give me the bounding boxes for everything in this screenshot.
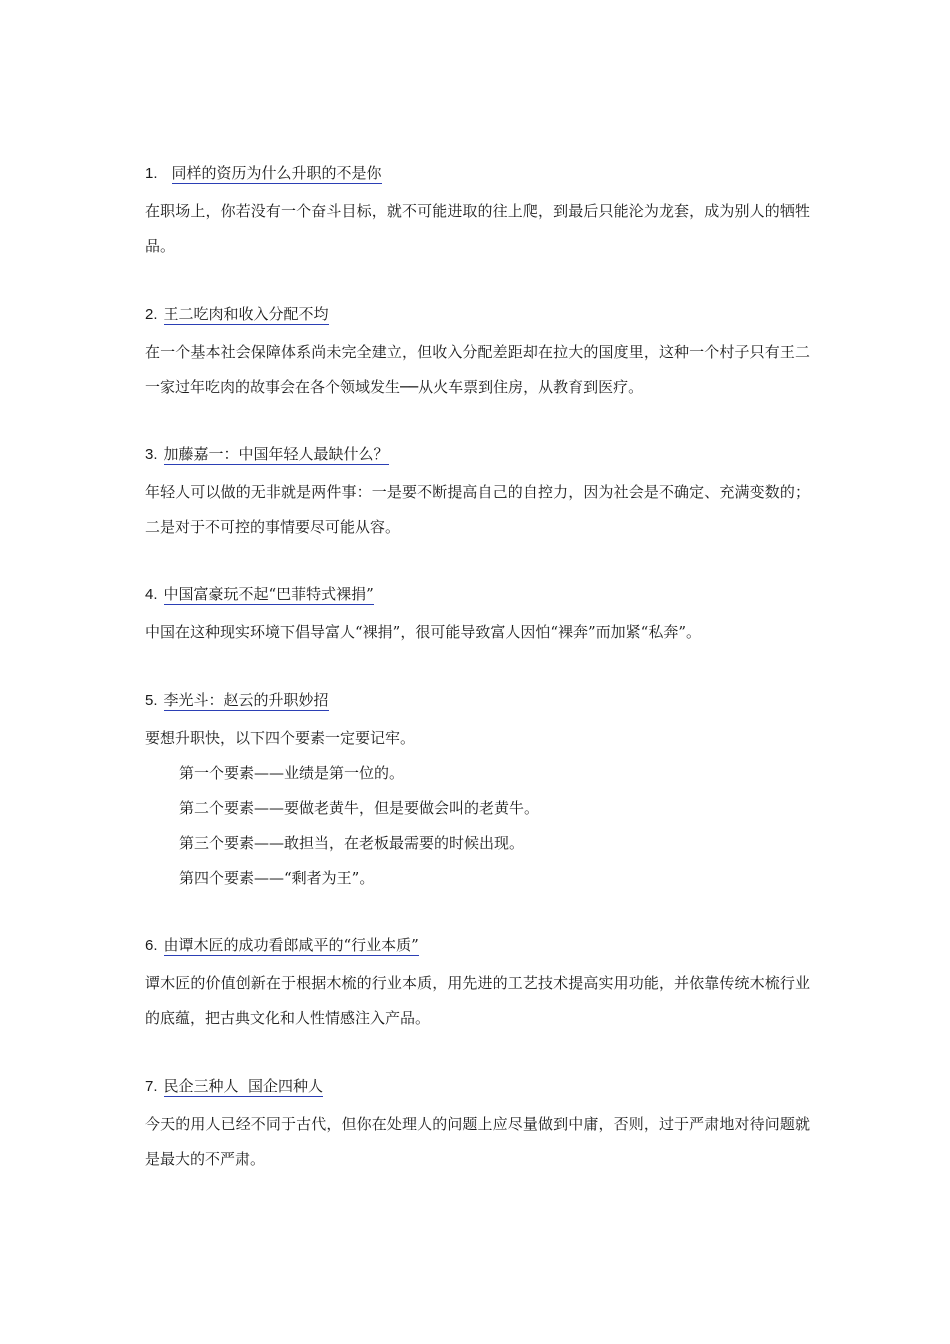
- article-title-line: [145, 304, 810, 326]
- article-title-line: [145, 935, 810, 957]
- article-number: 7.: [145, 1078, 158, 1095]
- article-title-line: [145, 1076, 810, 1098]
- article-title-link[interactable]: 同样的资历为什么升职的不是你: [171, 164, 382, 182]
- article-title-line: [145, 163, 810, 185]
- article-title-link[interactable]: 加藤嘉一：中国年轻人最缺什么？: [163, 445, 389, 463]
- article-6: [145, 935, 810, 1036]
- article-title-line: [145, 584, 810, 606]
- article-title-link[interactable]: 民企三种人 国企四种人: [163, 1077, 324, 1095]
- article-3: [145, 444, 810, 545]
- article-intro: 要想升职快，以下四个要素一定要记牢。: [145, 729, 416, 747]
- article-title-line: [145, 690, 810, 712]
- article-number: 2.: [145, 306, 158, 323]
- article-summary: 中国在这种现实环境下倡导富人“裸捐”，很可能导致富人因怕“裸奔”而加紧“私奔”。: [145, 623, 702, 641]
- article-title-line: [145, 444, 810, 466]
- article-number: 1.: [145, 165, 158, 182]
- article-summary: 在职场上，你若没有一个奋斗目标，就不可能进取的往上爬，到最后只能沦为龙套，成为别人的牺牲品。: [145, 202, 810, 255]
- article-number: 4.: [145, 586, 158, 603]
- article-4: [145, 584, 810, 650]
- article-5: [145, 690, 810, 896]
- article-7: [145, 1076, 810, 1177]
- article-summary: 谭木匠的价值创新在于根据木梳的行业本质，用先进的工艺技术提高实用功能，并依靠传统木梳行业的底蕴，把古典文化和人性情感注入产品。: [145, 974, 810, 1027]
- article-number: 6.: [145, 937, 158, 954]
- key-point-1: 第一个要素——业绩是第一位的。: [179, 764, 405, 782]
- article-title-link[interactable]: 王二吃肉和收入分配不均: [163, 305, 329, 323]
- article-summary: 今天的用人已经不同于古代，但你在处理人的问题上应尽量做到中庸，否则，过于严肃地对待问题就是最大的不严肃。: [145, 1115, 810, 1168]
- article-title-link[interactable]: 由谭木匠的成功看郎咸平的“行业本质”: [163, 936, 419, 954]
- article-title-link[interactable]: 李光斗：赵云的升职妙招: [163, 691, 329, 709]
- article-summary: 年轻人可以做的无非就是两件事：一是要不断提高自己的自控力，因为社会是不确定、充满变数的；二是对于不可控的事情要尽可能从容。: [145, 483, 810, 536]
- key-point-4: 第四个要素——“剩者为王”。: [179, 869, 375, 887]
- article-number: 5.: [145, 692, 158, 709]
- article-title-link[interactable]: 中国富豪玩不起“巴菲特式裸捐”: [163, 585, 374, 603]
- article-number: 3.: [145, 446, 158, 463]
- key-point-3: 第三个要素——敢担当，在老板最需要的时候出现。: [179, 834, 525, 852]
- key-point-2: 第二个要素——要做老黄牛，但是要做会叫的老黄牛。: [179, 799, 540, 817]
- article-1: [145, 163, 810, 264]
- article-summary: 在一个基本社会保障体系尚未完全建立，但收入分配差距却在拉大的国度里，这种一个村子只有王二一家过年吃肉的故事会在各个领域发生──从火车票到住房，从教育到医疗。: [145, 343, 810, 396]
- article-2: [145, 304, 810, 405]
